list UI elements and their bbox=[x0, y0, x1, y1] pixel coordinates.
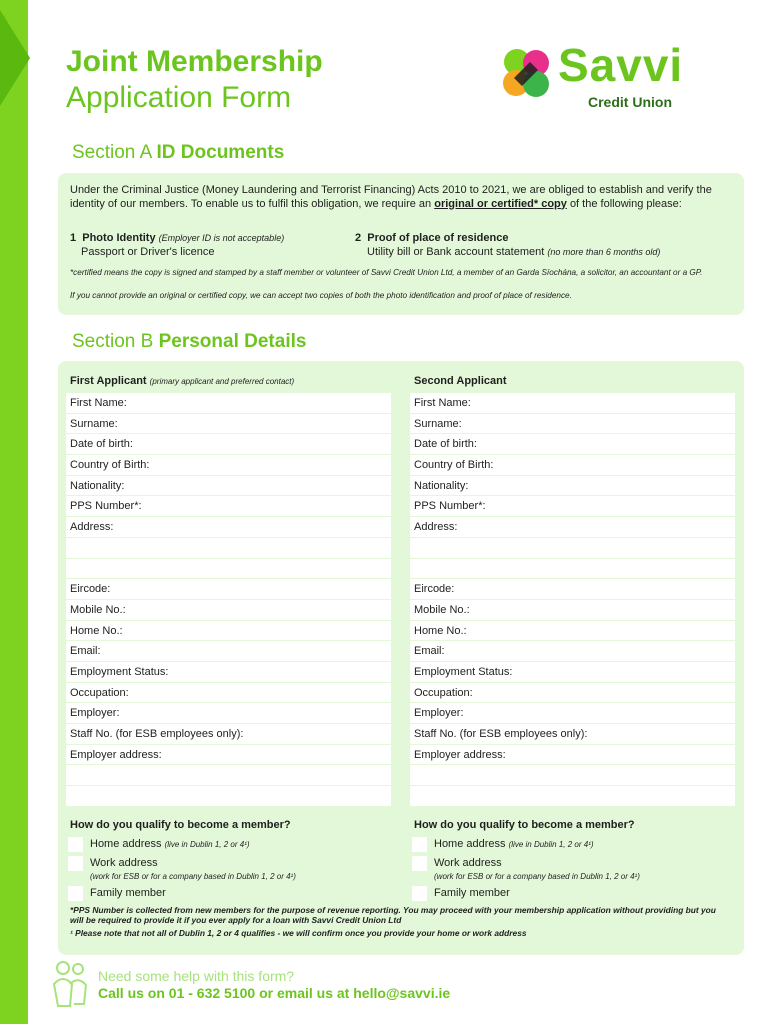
section-b-heading bbox=[72, 331, 306, 353]
id-documents-panel bbox=[58, 173, 744, 315]
section-a-heading bbox=[72, 142, 284, 164]
employer-address-field-1[interactable]: Employer address: bbox=[66, 745, 391, 766]
family-member-checkbox-2[interactable] bbox=[412, 886, 427, 901]
home-address-text-1: Home address bbox=[90, 837, 162, 850]
home-address-label-1 bbox=[90, 838, 250, 850]
nationality-field-1[interactable]: Nationality: bbox=[66, 476, 391, 497]
address-line-3-field-2[interactable] bbox=[410, 559, 735, 580]
help-question: Need some help with this form? bbox=[98, 968, 295, 984]
pps-note: *PPS Number is collected from new members for the purpose of revenue reporting. You may proceed with your membership application without providing but you will be required to provide it if you ever apply for a loan with Savvi Credit Union Ltd bbox=[70, 905, 716, 925]
section-b-notes bbox=[70, 905, 730, 938]
employer-address-line-3-field-1[interactable] bbox=[66, 786, 391, 807]
item-2-note: (no more than 6 months old) bbox=[547, 247, 661, 257]
address-line-2-field-2[interactable] bbox=[410, 538, 735, 559]
home-address-note-1: (live in Dublin 1, 2 or 4¹) bbox=[164, 839, 250, 849]
intro-emphasis: original or certified* copy bbox=[434, 197, 567, 210]
family-member-text-2: Family member bbox=[434, 886, 510, 899]
employer-field-2[interactable]: Employer: bbox=[410, 703, 735, 724]
work-address-text-2: Work address bbox=[434, 856, 502, 869]
item-2-detail: Utility bill or Bank account statement bbox=[367, 246, 545, 258]
section-b-prefix: Section B bbox=[72, 331, 154, 352]
page-title bbox=[66, 44, 323, 116]
employer-address-line-2-field-2[interactable] bbox=[410, 765, 735, 786]
employment-status-field-2[interactable]: Employment Status: bbox=[410, 662, 735, 683]
country-field-2[interactable]: Country of Birth: bbox=[410, 455, 735, 476]
pps-field-1[interactable]: PPS Number*: bbox=[66, 496, 391, 517]
home-address-option-1 bbox=[68, 837, 391, 853]
intro-part-2: of the following please: bbox=[569, 197, 682, 210]
employer-address-line-2-field-1[interactable] bbox=[66, 765, 391, 786]
first-applicant-note: (primary applicant and preferred contact) bbox=[149, 377, 295, 386]
nationality-field-2[interactable]: Nationality: bbox=[410, 476, 735, 497]
first-name-field-1[interactable]: First Name: bbox=[66, 393, 391, 414]
work-address-checkbox-1[interactable] bbox=[68, 856, 83, 871]
item-2-number: 2 bbox=[355, 232, 362, 244]
item-1-note: (Employer ID is not acceptable) bbox=[158, 233, 285, 243]
address-line-2-field-1[interactable] bbox=[66, 538, 391, 559]
home-address-note-2: (live in Dublin 1, 2 or 4¹) bbox=[508, 839, 594, 849]
left-arrow-decoration bbox=[0, 10, 30, 106]
home-address-text-2: Home address bbox=[434, 837, 506, 850]
mobile-field-2[interactable]: Mobile No.: bbox=[410, 600, 735, 621]
occupation-field-1[interactable]: Occupation: bbox=[66, 683, 391, 704]
help-contact[interactable]: Call us on 01 - 632 5100 or email us at hello@savvi.ie bbox=[98, 985, 451, 1001]
address-line-3-field-1[interactable] bbox=[66, 559, 391, 580]
qualify-heading-1: How do you qualify to become a member? bbox=[70, 818, 291, 831]
work-address-option-2 bbox=[412, 856, 735, 872]
eircode-field-2[interactable]: Eircode: bbox=[410, 579, 735, 600]
second-applicant-fields bbox=[410, 393, 735, 807]
eircode-field-1[interactable]: Eircode: bbox=[66, 579, 391, 600]
work-address-option-1 bbox=[68, 856, 391, 872]
work-address-note-1: (work for ESB or for a company based in Dublin 1, 2 or 4¹) bbox=[90, 871, 296, 881]
first-applicant-heading bbox=[66, 371, 391, 393]
people-icon bbox=[50, 960, 90, 1008]
work-address-note-2: (work for ESB or for a company based in Dublin 1, 2 or 4¹) bbox=[434, 871, 640, 881]
email-field-2[interactable]: Email: bbox=[410, 641, 735, 662]
staff-number-field-1[interactable]: Staff No. (for ESB employees only): bbox=[66, 724, 391, 745]
family-member-option-2 bbox=[412, 886, 735, 902]
help-footer bbox=[50, 960, 470, 1010]
pps-field-2[interactable]: PPS Number*: bbox=[410, 496, 735, 517]
employment-status-field-1[interactable]: Employment Status: bbox=[66, 662, 391, 683]
first-applicant-column bbox=[66, 371, 391, 902]
section-a-prefix: Section A bbox=[72, 142, 152, 163]
email-field-1[interactable]: Email: bbox=[66, 641, 391, 662]
home-address-checkbox-1[interactable] bbox=[68, 837, 83, 852]
savvi-logo bbox=[500, 39, 720, 114]
first-name-field-2[interactable]: First Name: bbox=[410, 393, 735, 414]
home-phone-field-1[interactable]: Home No.: bbox=[66, 621, 391, 642]
second-applicant-column bbox=[410, 371, 735, 902]
employer-field-1[interactable]: Employer: bbox=[66, 703, 391, 724]
work-address-checkbox-2[interactable] bbox=[412, 856, 427, 871]
item-1-number: 1 bbox=[70, 232, 77, 244]
mobile-field-1[interactable]: Mobile No.: bbox=[66, 600, 391, 621]
item-1-title: Photo Identity bbox=[82, 232, 156, 244]
family-member-option-1 bbox=[68, 886, 391, 902]
address-field-1[interactable]: Address: bbox=[66, 517, 391, 538]
copies-footnote: If you cannot provide an original or certified copy, we can accept two copies of both the photo identification and proof of place of residence. bbox=[70, 291, 572, 300]
home-address-label-2 bbox=[434, 838, 594, 850]
family-member-checkbox-1[interactable] bbox=[68, 886, 83, 901]
staff-number-field-2[interactable]: Staff No. (for ESB employees only): bbox=[410, 724, 735, 745]
certified-footnote: *certified means the copy is signed and stamped by a staff member or volunteer of Savvi Credit Union Ltd, a member of an Garda Síochána, a solicitor, an accountant or a GP. bbox=[70, 268, 703, 277]
second-applicant-heading: Second Applicant bbox=[414, 375, 507, 387]
first-applicant-label: First Applicant bbox=[70, 375, 147, 387]
logo-mark-icon bbox=[500, 48, 552, 100]
intro-text bbox=[70, 184, 735, 211]
logo-subtitle: Credit Union bbox=[588, 94, 672, 110]
dublin-note: ¹ Please note that not all of Dublin 1, 2 or 4 qualifies - we will confirm once you provide your home or work address bbox=[70, 928, 527, 938]
intro-part-1: Under the Criminal Justice (Money Laundering and Terrorist Financing) Acts 2010 to 2021, we are obliged to establish and verify the identity of our members. To enable us to fulfil this obligation, we require an bbox=[70, 184, 712, 210]
section-b-title: Personal Details bbox=[158, 331, 307, 352]
surname-field-1[interactable]: Surname: bbox=[66, 414, 391, 435]
personal-details-panel bbox=[58, 361, 744, 955]
country-field-1[interactable]: Country of Birth: bbox=[66, 455, 391, 476]
document-item-2 bbox=[355, 231, 660, 259]
document-item-1 bbox=[70, 231, 284, 259]
home-address-checkbox-2[interactable] bbox=[412, 837, 427, 852]
title-line-2: Application Form bbox=[66, 81, 292, 114]
dob-field-2[interactable]: Date of birth: bbox=[410, 434, 735, 455]
employer-address-line-3-field-2[interactable] bbox=[410, 786, 735, 807]
home-address-option-2 bbox=[412, 837, 735, 853]
home-phone-field-2[interactable]: Home No.: bbox=[410, 621, 735, 642]
qualify-heading-2: How do you qualify to become a member? bbox=[414, 818, 635, 831]
title-line-1: Joint Membership bbox=[66, 45, 323, 78]
family-member-text-1: Family member bbox=[90, 886, 166, 899]
work-address-text-1: Work address bbox=[90, 856, 158, 869]
employer-address-field-2[interactable]: Employer address: bbox=[410, 745, 735, 766]
logo-wordmark: Savvi bbox=[558, 39, 684, 91]
address-field-2[interactable]: Address: bbox=[410, 517, 735, 538]
dob-field-1[interactable]: Date of birth: bbox=[66, 434, 391, 455]
surname-field-2[interactable]: Surname: bbox=[410, 414, 735, 435]
section-a-title: ID Documents bbox=[156, 142, 285, 163]
item-1-detail: Passport or Driver's licence bbox=[81, 246, 215, 258]
item-2-title: Proof of place of residence bbox=[367, 232, 509, 244]
first-applicant-fields bbox=[66, 393, 391, 807]
occupation-field-2[interactable]: Occupation: bbox=[410, 683, 735, 704]
left-accent-bar bbox=[0, 0, 28, 1024]
